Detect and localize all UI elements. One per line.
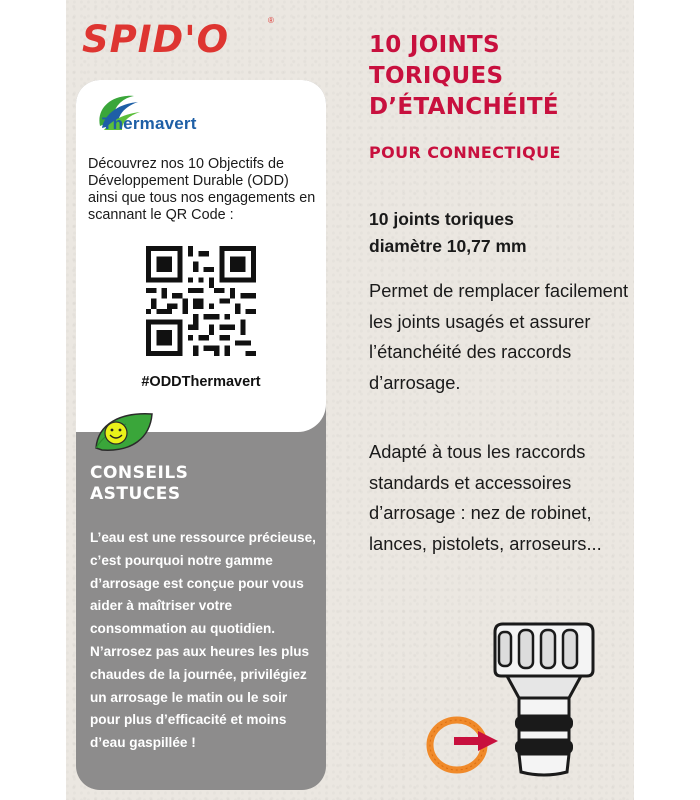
odd-text: Découvrez nos 10 Objectifs de Développement Durable (ODD) ainsi que tous nos engagements en scannant le QR Code : bbox=[88, 156, 316, 223]
product-subtitle: POUR CONNECTIQUE bbox=[369, 143, 561, 162]
conseils-title-line2: ASTUCES bbox=[90, 484, 181, 504]
conseils-body: L’eau est une ressource précieuse, c’est pourquoi notre gamme d’arrosage est conçue pour vous aider à maîtriser votre consommation au quotidien. N’arrosez pas aux heures les plus chaudes de la journée, privilégiez un arrosage le matin ou le soir pour plus d’efficacité et moins d’eau gaspillée ! bbox=[90, 530, 316, 751]
product-title-line1: 10 JOINTS bbox=[369, 32, 500, 58]
product-title bbox=[369, 30, 649, 123]
product-description-1: Permet de remplacer facilement les joints usagés et assurer l’étanchéité des raccords d’arrosage. bbox=[369, 280, 629, 393]
qr-code-icon[interactable] bbox=[146, 246, 256, 356]
product-title-line2: TORIQUES bbox=[369, 63, 504, 89]
conseils-title bbox=[90, 463, 188, 505]
odd-hashtag: #ODDThermavert bbox=[141, 374, 261, 390]
hose-fitting-icon bbox=[489, 618, 599, 778]
product-description-2: Adapté à tous les raccords standards et accessoires d’arrosage : nez de robinet, lances, pistolets, arroseurs... bbox=[369, 441, 602, 554]
spido-logo: SPID'O bbox=[82, 18, 230, 61]
smiley-leaf-icon bbox=[92, 408, 154, 454]
thermavert-name: Thermavert bbox=[102, 114, 197, 133]
spec-line2: diamètre 10,77 mm bbox=[369, 236, 527, 256]
product-title-line3: D’ÉTANCHÉITÉ bbox=[369, 94, 559, 120]
spec-line1: 10 joints toriques bbox=[369, 209, 514, 229]
thermavert-panel bbox=[76, 80, 326, 432]
registered-mark: ® bbox=[268, 16, 274, 25]
product-spec bbox=[369, 206, 639, 260]
conseils-title-line1: CONSEILS bbox=[90, 463, 189, 483]
left-panel bbox=[76, 80, 326, 790]
